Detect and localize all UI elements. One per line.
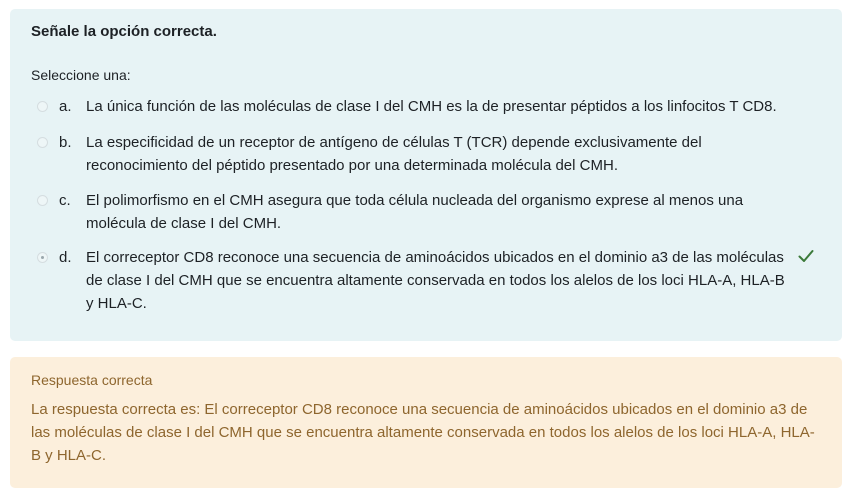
feedback-title: Respuesta correcta	[31, 372, 153, 388]
question-panel	[10, 9, 842, 341]
option-text: El polimorfismo en el CMH asegura que toda célula nucleada del organismo exprese al menos una molécula de clase I del CMH.	[86, 192, 744, 232]
radio-option-c[interactable]	[37, 195, 48, 206]
feedback-panel	[10, 357, 842, 488]
check-icon	[798, 249, 814, 263]
option-text: La única función de las moléculas de clase I del CMH es la de presentar péptidos a los linfocitos T CD8.	[86, 98, 777, 115]
feedback-text: La respuesta correcta es: El correceptor CD8 reconoce una secuencia de aminoácidos ubicados en el dominio a3 de las moléculas de clase I del CMH que se encuentra altamente conservada en todos los alelos de los loci HLA-A, HLA-B y HLA-C.	[31, 401, 815, 464]
option-letter: d.	[59, 249, 72, 266]
option-letter: c.	[59, 192, 71, 209]
answer-prompt: Seleccione una:	[31, 67, 131, 83]
option-letter: b.	[59, 134, 72, 151]
radio-option-d[interactable]	[37, 252, 48, 263]
radio-option-a[interactable]	[37, 101, 48, 112]
option-text: La especificidad de un receptor de antígeno de células T (TCR) depende exclusivamente del reconocimiento del péptido presentado por una determinada molécula del CMH.	[86, 134, 702, 174]
option-text: El correceptor CD8 reconoce una secuencia de aminoácidos ubicados en el dominio a3 de las moléculas de clase I del CMH que se encuentra altamente conservada en todos los alelos de los loci HLA-A, HLA-B y HLA-C.	[86, 249, 785, 312]
radio-option-b[interactable]	[37, 137, 48, 148]
question-title: Señale la opción correcta.	[31, 23, 217, 40]
option-letter: a.	[59, 98, 72, 115]
